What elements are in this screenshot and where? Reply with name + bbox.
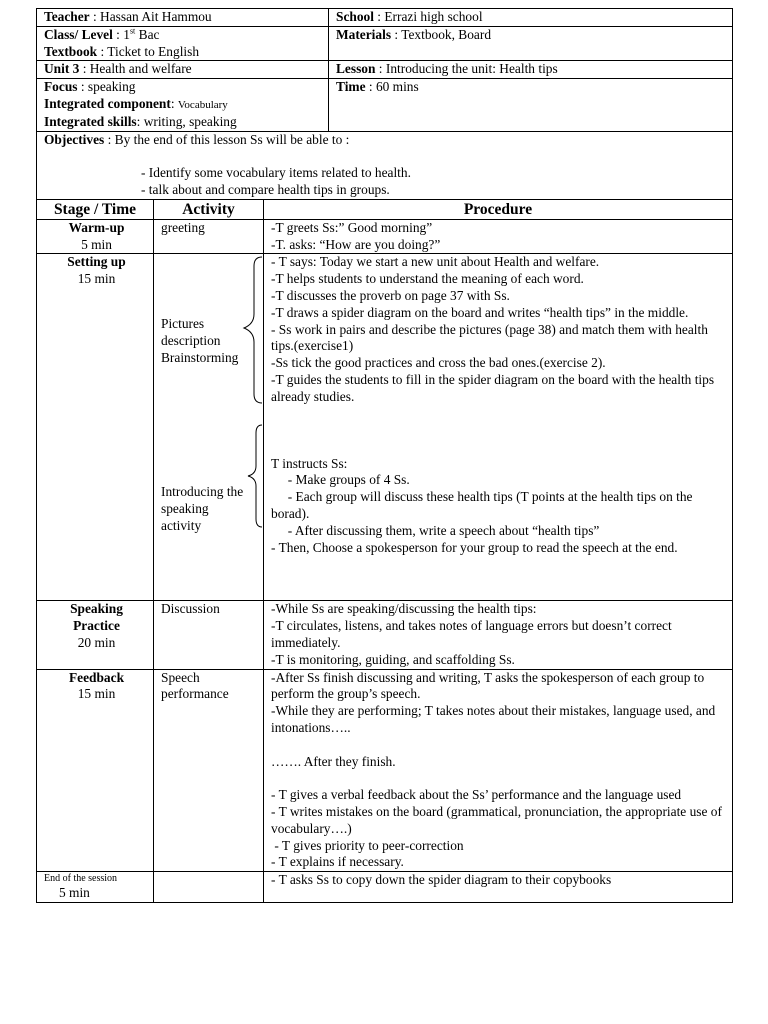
unit-cell: Unit 3 : Health and welfare — [37, 61, 329, 79]
activity-cell: Discussion — [154, 601, 264, 669]
brace-icon — [240, 256, 264, 404]
col-procedure: Procedure — [264, 199, 733, 219]
class-label: Class/ Level — [44, 26, 113, 42]
textbook-label: Textbook — [44, 43, 98, 59]
stage-cell — [37, 601, 154, 669]
stage-time: 20 min — [77, 634, 116, 650]
procedure-cell — [264, 254, 733, 601]
integrated-component-value: Vocabulary — [177, 98, 228, 111]
stage-name: Warm-up — [68, 219, 125, 235]
procedure-cell — [264, 669, 733, 872]
activity-cell: Speech performance — [154, 669, 264, 872]
school-label: School — [336, 9, 374, 24]
col-activity: Activity — [154, 199, 264, 219]
objectives-label: Objectives — [44, 131, 105, 147]
procedure-line: ……. After they finish. — [271, 753, 396, 769]
procedure-line: - T gives priority to peer-correction — [271, 837, 464, 853]
objective-item: - Identify some vocabulary items related to health. — [141, 165, 411, 181]
col-stage-time: Stage / Time — [37, 199, 154, 219]
stage-name: End of the session — [44, 873, 118, 885]
stage-name: Feedback — [68, 669, 125, 685]
class-level-rest: Bac — [138, 26, 160, 42]
time-cell: Time : 60 mins — [329, 79, 733, 131]
teacher-cell: Teacher : Hassan Ait Hammou — [37, 9, 329, 27]
stage-name: Speaking Practice — [70, 601, 123, 634]
stage-cell — [37, 254, 154, 601]
integrated-skills-value: writing, speaking — [143, 113, 237, 129]
stage-cell — [37, 872, 154, 903]
textbook-value: Ticket to English — [107, 43, 200, 59]
procedure-line: - T gives a verbal feedback about the Ss’ performance and the language used — [271, 787, 682, 803]
class-level-sup: st — [129, 26, 136, 36]
activity-cell — [154, 872, 264, 903]
activity-label-b: Introducing the speaking activity — [161, 484, 244, 533]
procedure-cell — [264, 219, 733, 254]
lesson-value: Introducing the unit: Health tips — [385, 61, 558, 77]
table-row — [37, 872, 733, 903]
procedure-line: -T circulates, listens, and takes notes of language errors but doesn’t correct immediately. — [271, 618, 672, 650]
brace-icon — [244, 424, 264, 528]
integrated-component-label: Integrated component — [44, 95, 171, 111]
objectives-intro: By the end of this lesson Ss will be able to : — [114, 131, 350, 147]
procedure-line: -Ss tick the good practices and cross the bad ones.(exercise 2). — [271, 355, 606, 371]
time-value: 60 mins — [375, 79, 419, 95]
column-header-row — [37, 199, 733, 219]
procedure-line: - T asks Ss to copy down the spider diagram to their copybooks — [271, 872, 612, 888]
focus-value: speaking — [87, 79, 136, 95]
procedure-line: - Each group will discuss these health tips (T points at the health tips on the borad). — [271, 489, 713, 521]
stage-time: 5 min — [81, 236, 112, 252]
procedure-line: -After Ss finish discussing and writing, T asks the spokesperson of each group to perform the group’s speech. — [271, 669, 705, 702]
procedure-line: -T discusses the proverb on page 37 with Ss. — [271, 287, 510, 303]
procedure-line: -T greets Ss:” Good morning” — [271, 219, 433, 235]
objective-item: - talk about and compare health tips in groups. — [141, 181, 390, 197]
procedure-cell — [264, 601, 733, 669]
procedure-line: - After discussing them, write a speech about “health tips” — [271, 522, 600, 538]
school-value: Errazi high school — [384, 9, 483, 24]
activity-label-a: Pictures description Brainstorming — [161, 316, 239, 365]
unit-value: Health and welfare — [89, 61, 192, 77]
procedure-line: -While Ss are speaking/discussing the health tips: — [271, 601, 537, 617]
lesson-plan — [36, 8, 732, 903]
procedure-line: -T. asks: “How are you doing?” — [271, 236, 441, 252]
lesson-plan-table — [36, 8, 733, 903]
stage-cell — [37, 219, 154, 254]
teacher-label: Teacher — [44, 9, 90, 24]
procedure-line: - T explains if necessary. — [271, 854, 404, 870]
table-row — [37, 254, 733, 601]
stage-cell — [37, 669, 154, 872]
procedure-line: -T helps students to understand the meaning of each word. — [271, 271, 584, 287]
lesson-cell: Lesson : Introducing the unit: Health tips — [329, 61, 733, 79]
activity-cell — [154, 254, 264, 601]
procedure-line: -While they are performing; T takes notes about their mistakes, language used, and intonations….. — [271, 703, 716, 735]
table-row — [37, 601, 733, 669]
materials-label: Materials — [336, 26, 392, 42]
school-cell: School : Errazi high school — [329, 9, 733, 27]
integrated-skills-label: Integrated skills — [44, 113, 137, 129]
procedure-line: - Ss work in pairs and describe the pictures (page 38) and match them with health tips.(exercise1) — [271, 321, 708, 354]
procedure-line: - T says: Today we start a new unit about Health and welfare. — [271, 254, 600, 270]
stage-time: 15 min — [77, 271, 116, 287]
lesson-label: Lesson — [336, 61, 376, 77]
objectives-cell: Objectives : By the end of this lesson Ss will be able to : - Identify some vocabulary items related to health. - talk about and compare health tips in groups. — [37, 131, 733, 199]
activity-cell: greeting — [154, 219, 264, 254]
procedure-cell — [264, 872, 733, 903]
focus-label: Focus — [44, 79, 78, 95]
unit-label: Unit 3 — [44, 61, 80, 77]
class-level-num: 1 — [123, 26, 130, 42]
focus-cell: Focus : speaking Integrated component: Vocabulary Integrated skills: writing, speaking — [37, 79, 329, 131]
procedure-line: - Make groups of 4 Ss. — [271, 472, 410, 488]
procedure-line: - Then, Choose a spokesperson for your group to read the speech at the end. — [271, 539, 678, 555]
class-textbook-cell: Class/ Level : 1st Bac Textbook : Ticket to English — [37, 26, 329, 61]
procedure-line: -T guides the students to fill in the spider diagram on the board with the health tips already studies. — [271, 371, 715, 404]
teacher-value: Hassan Ait Hammou — [100, 9, 212, 24]
stage-time: 15 min — [77, 686, 116, 702]
procedure-line: -T is monitoring, guiding, and scaffolding Ss. — [271, 651, 515, 667]
table-row — [37, 669, 733, 872]
procedure-line: - T writes mistakes on the board (grammatical, pronunciation, the appropriate use of vocabulary….) — [271, 803, 722, 836]
time-label: Time — [336, 79, 366, 95]
table-row — [37, 219, 733, 254]
procedure-line: -T draws a spider diagram on the board and writes “health tips” in the middle. — [271, 304, 689, 320]
stage-name: Setting up — [67, 254, 126, 270]
materials-value: Textbook, Board — [401, 26, 492, 42]
procedure-line: T instructs Ss: — [271, 455, 348, 471]
materials-cell: Materials : Textbook, Board — [329, 26, 733, 61]
stage-time: 5 min — [59, 885, 90, 901]
